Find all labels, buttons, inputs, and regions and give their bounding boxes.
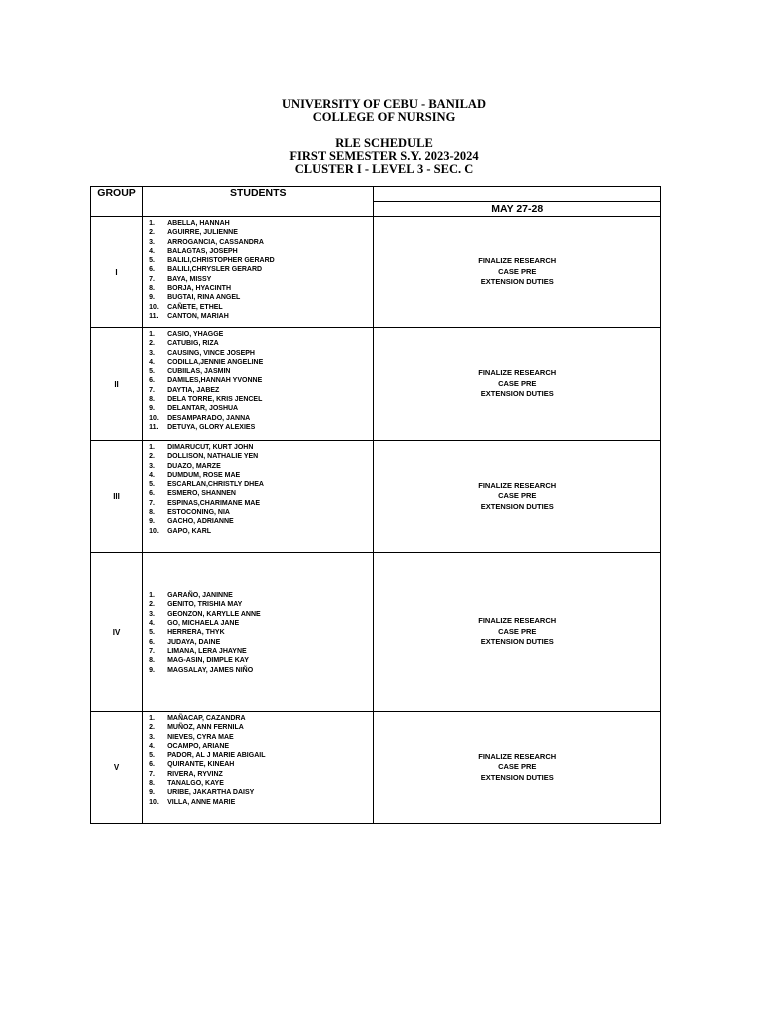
activity-line: EXTENSION DUTIES <box>480 637 554 647</box>
student-item: 3. NIEVES, CYRA MAE <box>149 733 234 741</box>
students-column-header: STUDENTS <box>143 187 374 217</box>
document-header <box>0 98 768 176</box>
student-list <box>143 589 373 675</box>
student-name: DIMARUCUT, KURT JOHN <box>167 444 254 451</box>
student-item: 6. ESMERO, SHANNEN <box>149 490 236 498</box>
student-name: MAÑACAP, CAZANDRA <box>167 715 246 722</box>
student-item: 1. GARAÑO, JANINNE <box>149 592 233 600</box>
activity-line: CASE PRE <box>498 266 537 276</box>
student-name: GAPO, KARL <box>167 527 212 535</box>
student-name: AGUIRRE, JULIENNE <box>167 229 238 237</box>
student-item: 3. DUAZO, MARZE <box>149 462 221 470</box>
student-item: 8. BORJA, HYACINTH <box>149 285 231 293</box>
student-item: 5. HERRERA, THYK <box>149 629 225 637</box>
student-name: DELA TORRE, KRIS JENCEL <box>167 396 263 404</box>
activity-cell <box>374 441 661 553</box>
student-name: GACHO, ADRIANNE <box>167 518 234 526</box>
group-row <box>91 217 661 328</box>
student-name: DAYTIA, JABEZ <box>167 386 220 394</box>
college-name: COLLEGE OF NURSING <box>312 110 456 124</box>
student-item: 4. GO, MICHAELA JANE <box>149 620 240 628</box>
student-name: URIBE, JAKARTHA DAISY <box>167 789 255 797</box>
student-name: CASIO, YHAGGE <box>167 331 224 338</box>
student-name: BORJA, HYACINTH <box>167 285 231 293</box>
student-name: DETUYA, GLORY ALEXIES <box>167 423 256 431</box>
student-item: 3. ARROGANCIA, CASSANDRA <box>149 238 264 246</box>
student-name: MAGSALAY, JAMES NIÑO <box>167 666 254 674</box>
student-list-cell <box>143 217 374 328</box>
activity-line: EXTENSION DUTIES <box>480 772 554 782</box>
semester-line: FIRST SEMESTER S.Y. 2023-2024 <box>289 149 479 163</box>
student-item: 6. DAMILES,HANNAH YVONNE <box>149 377 263 385</box>
student-name: GEONZON, KARYLLE ANNE <box>167 610 261 618</box>
student-item: 4. OCAMPO, ARIANE <box>149 742 230 750</box>
student-name: OCAMPO, ARIANE <box>167 742 230 750</box>
student-name: ESPINAS,CHARIMANE MAE <box>167 499 261 507</box>
schedule-table <box>90 186 661 824</box>
student-name: VILLA, ANNE MARIE <box>167 798 236 806</box>
student-item: 6. BALILI,CHRYSLER GERARD <box>149 266 263 274</box>
student-item: 7. RIVERA, RYVINZ <box>149 770 223 778</box>
student-name: CATUBIG, RIZA <box>167 340 219 348</box>
student-item: 2. MUÑOZ, ANN FERNILA <box>149 724 244 732</box>
student-name: DELANTAR, JOSHUA <box>167 405 239 413</box>
group-label: II <box>91 328 143 441</box>
student-item: 5. PADOR, AL J MARIE ABIGAIL <box>149 752 266 760</box>
student-item: 5. CUBIILAS, JASMIN <box>149 368 231 376</box>
student-item: 5. ESCARLAN,CHRISTLY DHEA <box>149 481 264 489</box>
activity-line: FINALIZE RESEARCH <box>478 616 557 626</box>
student-item: 11. DETUYA, GLORY ALEXIES <box>149 423 256 431</box>
student-item: 9. GACHO, ADRIANNE <box>149 518 234 526</box>
student-name: MUÑOZ, ANN FERNILA <box>167 724 244 732</box>
group-row <box>91 553 661 712</box>
activity-cell <box>374 553 661 712</box>
student-name: MAG-ASIN, DIMPLE KAY <box>167 657 249 665</box>
student-name: DUAZO, MARZE <box>167 462 221 470</box>
group-label: I <box>91 217 143 328</box>
student-item: 2. GENITO, TRISHIA MAY <box>149 601 243 609</box>
student-item: 2. CATUBIG, RIZA <box>149 340 219 348</box>
student-name: TANALGO, KAYE <box>167 780 224 788</box>
student-item: 9. BUGTAI, RINA ANGEL <box>149 294 241 302</box>
student-item: 4. BALAGTAS, JOSEPH <box>149 247 238 255</box>
activity-line: CASE PRE <box>498 378 537 388</box>
student-item: 9. MAGSALAY, JAMES NIÑO <box>149 666 254 674</box>
student-item: 3. GEONZON, KARYLLE ANNE <box>149 610 261 618</box>
student-name: BUGTAI, RINA ANGEL <box>167 294 241 302</box>
student-item: 9. DELANTAR, JOSHUA <box>149 405 239 413</box>
student-list-cell <box>143 712 374 824</box>
student-name: CANTON, MARIAH <box>167 312 229 320</box>
student-item: 6. QUIRANTE, KINEAH <box>149 761 235 769</box>
student-item: 1. ABELLA, HANNAH <box>149 220 230 227</box>
student-name: PADOR, AL J MARIE ABIGAIL <box>167 752 266 760</box>
student-name: ESCARLAN,CHRISTLY DHEA <box>167 481 264 489</box>
student-name: CUBIILAS, JASMIN <box>167 368 231 376</box>
student-item: 2. AGUIRRE, JULIENNE <box>149 229 238 237</box>
activity-line: FINALIZE RESEARCH <box>478 368 557 378</box>
group-row <box>91 328 661 441</box>
date-header: MAY 27-28 <box>374 202 661 217</box>
student-item: 8. MAG-ASIN, DIMPLE KAY <box>149 657 249 665</box>
student-item: 5. BALILI,CHRISTOPHER GERARD <box>149 257 275 265</box>
student-item: 7. DAYTIA, JABEZ <box>149 386 220 394</box>
student-item: 10. VILLA, ANNE MARIE <box>149 798 236 806</box>
activity-cell <box>374 328 661 441</box>
student-list-cell <box>143 553 374 712</box>
group-row <box>91 712 661 824</box>
student-list-cell <box>143 441 374 553</box>
activity-line: FINALIZE RESEARCH <box>478 256 557 266</box>
activity-cell <box>374 712 661 824</box>
student-name: BALILI,CHRISTOPHER GERARD <box>167 257 275 265</box>
student-name: QUIRANTE, KINEAH <box>167 761 235 769</box>
activity-line: EXTENSION DUTIES <box>480 277 554 287</box>
day-column-header-blank <box>374 187 661 202</box>
student-item: 2. DOLLISON, NATHALIE YEN <box>149 453 259 461</box>
student-name: ARROGANCIA, CASSANDRA <box>167 238 264 246</box>
student-list <box>143 441 373 536</box>
student-item: 9. URIBE, JAKARTHA DAISY <box>149 789 255 797</box>
student-item: 1. CASIO, YHAGGE <box>149 331 224 338</box>
student-item: 10. GAPO, KARL <box>149 527 212 535</box>
group-column-header: GROUP <box>91 187 143 217</box>
student-item: 7. ESPINAS,CHARIMANE MAE <box>149 499 261 507</box>
group-label: V <box>91 712 143 824</box>
student-item: 11. CANTON, MARIAH <box>149 312 229 320</box>
student-item: 8. ESTOCONING, NIA <box>149 509 230 517</box>
university-name: UNIVERSITY OF CEBU - BANILAD <box>282 97 486 111</box>
student-name: CODILLA,JENNIE ANGELINE <box>167 358 264 366</box>
student-name: DAMILES,HANNAH YVONNE <box>167 377 263 385</box>
student-name: CAÑETE, ETHEL <box>167 303 223 311</box>
student-name: DUMDUM, ROSE MAE <box>167 471 241 479</box>
student-name: JUDAYA, DAINE <box>167 638 221 646</box>
student-name: BALAGTAS, JOSEPH <box>167 247 238 255</box>
student-name: GARAÑO, JANINNE <box>167 592 233 600</box>
schedule-title: RLE SCHEDULE <box>335 136 433 150</box>
student-item: 7. LIMANA, LERA JHAYNE <box>149 647 247 655</box>
activity-line: CASE PRE <box>498 626 537 636</box>
student-item: 3. CAUSING, VINCE JOSEPH <box>149 349 255 357</box>
student-name: HERRERA, THYK <box>167 629 225 637</box>
student-item: 6. JUDAYA, DAINE <box>149 638 221 646</box>
student-name: DESAMPARADO, JANNA <box>167 414 251 422</box>
student-item: 8. DELA TORRE, KRIS JENCEL <box>149 396 263 404</box>
activity-line: CASE PRE <box>498 491 537 501</box>
student-name: RIVERA, RYVINZ <box>167 770 223 778</box>
student-list-cell <box>143 328 374 441</box>
student-item: 10. CAÑETE, ETHEL <box>149 303 223 311</box>
student-name: ESTOCONING, NIA <box>167 509 230 517</box>
student-item: 8. TANALGO, KAYE <box>149 780 224 788</box>
schedule-body <box>91 217 661 824</box>
student-name: BAYA, MISSY <box>167 275 212 283</box>
student-item: 10. DESAMPARADO, JANNA <box>149 414 251 422</box>
student-list <box>143 328 373 432</box>
student-list <box>143 712 373 807</box>
student-list <box>143 217 373 321</box>
student-name: ESMERO, SHANNEN <box>167 490 236 498</box>
student-item: 7. BAYA, MISSY <box>149 275 212 283</box>
group-label: III <box>91 441 143 553</box>
student-item: 1. DIMARUCUT, KURT JOHN <box>149 444 254 451</box>
student-item: 4. DUMDUM, ROSE MAE <box>149 471 241 479</box>
student-name: NIEVES, CYRA MAE <box>167 733 234 741</box>
activity-line: FINALIZE RESEARCH <box>478 480 557 490</box>
activity-line: EXTENSION DUTIES <box>480 389 554 399</box>
student-item: 1. MAÑACAP, CAZANDRA <box>149 715 246 722</box>
cluster-line: CLUSTER I - LEVEL 3 - SEC. C <box>294 162 474 176</box>
activity-line: CASE PRE <box>498 762 537 772</box>
student-name: GO, MICHAELA JANE <box>167 620 240 628</box>
student-name: LIMANA, LERA JHAYNE <box>167 647 247 655</box>
student-name: DOLLISON, NATHALIE YEN <box>167 453 259 461</box>
student-name: CAUSING, VINCE JOSEPH <box>167 349 255 357</box>
activity-cell <box>374 217 661 328</box>
student-name: ABELLA, HANNAH <box>167 220 230 227</box>
student-item: 4. CODILLA,JENNIE ANGELINE <box>149 358 264 366</box>
group-label: IV <box>91 553 143 712</box>
student-name: GENITO, TRISHIA MAY <box>167 601 243 609</box>
group-row <box>91 441 661 553</box>
activity-line: FINALIZE RESEARCH <box>478 751 557 761</box>
student-name: BALILI,CHRYSLER GERARD <box>167 266 263 274</box>
activity-line: EXTENSION DUTIES <box>480 501 554 511</box>
